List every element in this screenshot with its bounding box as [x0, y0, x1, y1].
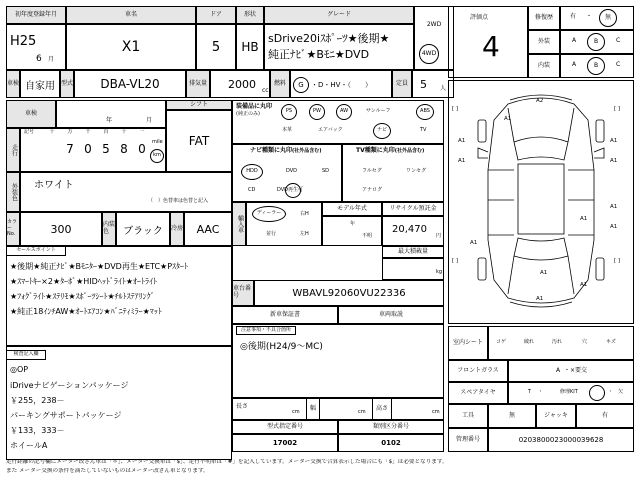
management-number: 0203800023000039628 [488, 428, 634, 452]
import-label: 輸入車 [232, 202, 246, 246]
damage-code: A1 [610, 204, 618, 210]
exterior-grade-a: A [572, 37, 577, 44]
equip-abs-circled: ABS [416, 104, 434, 120]
seat-item: キズ [606, 339, 616, 345]
fuel-gasoline-circled: G [293, 77, 309, 93]
exterior-grade-label: 外装 [528, 30, 560, 54]
sales-points-label: セールスポイント [6, 246, 66, 256]
odo-place: 十 [121, 129, 127, 135]
nav-dvd-playback-circle [285, 183, 301, 198]
odo-place: 万 [67, 129, 73, 135]
max-load-cell [382, 258, 444, 280]
sales-point: ★後期★純正ﾅﾋﾞ★Bﾓﾆﾀｰ★DVD再生★ETC★Pｽﾀｰﾄ [10, 262, 189, 271]
reg-label: 初年度登録年月 [6, 6, 66, 24]
odo-place: 一 [139, 129, 145, 135]
diagram-bracket: [ ] [452, 258, 459, 264]
score-value: 4 [482, 30, 500, 63]
equip-pw-circled: PW [309, 104, 325, 120]
odo-mile: mile [152, 139, 163, 145]
caution-note: ◎後期(H24/9～MC) [240, 342, 323, 352]
type-approval-label: 型式指定番号 [232, 420, 338, 434]
odo-digit: 0 [84, 142, 92, 156]
month-unit: 月 [48, 56, 55, 63]
seat-label: 室内シート [448, 326, 488, 360]
inspector-note: ◎OP [10, 365, 29, 374]
diagram-bracket: [ ] [614, 106, 621, 112]
equipment-title: 装備品に丸印 [236, 103, 273, 110]
recycle-yen: 円 [436, 233, 442, 239]
spare-circle [589, 385, 605, 401]
max-load-unit: kg [436, 269, 443, 275]
type-approval-number: 17002 [232, 434, 338, 452]
equip-tv: TV [420, 127, 427, 133]
equip-aw-circled: AW [336, 104, 352, 120]
recycle-label: リサイクル預託金 [382, 202, 444, 216]
damage-code: A1 [610, 138, 618, 144]
fuel-label: 燃料 [270, 70, 290, 98]
damage-code: A1 [580, 282, 588, 288]
tv-oneseg: ワンセグ [406, 168, 427, 174]
inspector-note: パーキングサポートパッケージ [10, 411, 122, 420]
jack-label: ジャッキ [536, 404, 576, 428]
import-dealer-circled: ディーラー [252, 206, 286, 222]
inspector-note: ￥255，238－ [10, 396, 65, 405]
exterior-color-label: 外装色 [6, 172, 20, 212]
drive-2wd: 2WD [426, 21, 442, 28]
management-label: 管理番号 [448, 428, 488, 452]
drive-4wd-circled: 4WD [419, 44, 439, 64]
equip-leather: 本革 [282, 127, 293, 133]
tv-fullseg: フルセグ [362, 168, 382, 174]
damage-code: A1 [458, 158, 466, 164]
width-unit: cm [358, 409, 366, 415]
model: DBA-VL20 [74, 70, 186, 98]
repair-sep: ・ [586, 13, 593, 20]
odo-place: 十 [49, 129, 55, 135]
tools-label: 工具 [448, 404, 488, 428]
odo-digit: 5 [102, 142, 110, 156]
model-year-label: モデル年式 [322, 202, 382, 216]
capacity-unit: 人 [440, 85, 447, 92]
travel-label: 走行 [6, 128, 20, 172]
diagram-bracket: [ ] [452, 106, 459, 112]
use-type: 自家用 [20, 70, 60, 98]
inspector-note: iDriveナビゲーションパッケージ [10, 381, 129, 390]
equip-sunroof: サンルーフ [366, 108, 391, 114]
sales-point: ★純正18ｲﾝﾁAW★ｵｰﾄｴｱｺﾝ★ﾊﾞﾆﾃｨﾐﾗｰ★ﾏｯﾄ [10, 307, 162, 316]
color-change-note: （ ）色替車は色替と記入 [148, 198, 209, 204]
car-damage-diagram [448, 80, 634, 324]
capacity: 5 [420, 78, 427, 91]
shape-label: 形状 [236, 6, 264, 24]
inspection-month-unit: 月 [146, 117, 153, 124]
fuel-options: ・D・HV・（ ） [311, 81, 372, 89]
length-unit: cm [292, 409, 300, 415]
car-name-label: 車名 [66, 6, 196, 24]
ac-label: 冷房 [170, 212, 184, 246]
tools-value: 無 [488, 404, 536, 428]
model-year-unit: 年 [350, 221, 356, 227]
shaken-type-label: 車検 [6, 70, 20, 98]
damage-code: A1 [610, 224, 618, 230]
model-label: 型式 [60, 70, 74, 98]
damage-code: A1 [536, 296, 544, 302]
era-year: H25 [10, 34, 37, 49]
inspector-notes-label: 検査記入欄 [6, 350, 46, 360]
damage-code: A2 [536, 98, 544, 104]
equipment-subtitle: (純正のみ) [236, 111, 260, 117]
length-label: 長さ [236, 403, 249, 410]
nav-hdd-circled: HDD [241, 164, 263, 180]
diagram-bracket: [ ] [614, 258, 621, 264]
interior-grade-b-circled: B [587, 57, 605, 75]
exterior-color: ホワイト [34, 180, 74, 191]
damage-code: A1 [610, 158, 618, 164]
interior-color: ブラック [116, 212, 170, 246]
inspector-note: ホイールA [10, 441, 48, 450]
nav-dvd: DVD [286, 168, 298, 174]
seat-item: 破れ [524, 339, 535, 345]
car-name: X1 [66, 24, 196, 70]
doors: 5 [196, 24, 236, 70]
model-year-unknown: 不明 [362, 233, 373, 239]
spare-sep: ・ [608, 389, 614, 395]
spare-tire-t: T [528, 389, 532, 395]
seat-item: 汚れ [552, 339, 563, 345]
shift-label: シフト [166, 100, 232, 110]
import-parallel: 並行 [266, 231, 277, 237]
inspection-year-unit: 年 [106, 117, 113, 124]
equip-ps-circled: PS [281, 104, 297, 120]
footer-note-2: また メーター交換の条件を満たしていないものはメーター改ざん車となります。 [6, 468, 209, 474]
interior-color-label: 内装色 [102, 212, 116, 246]
color-no-label: カラーNo. [6, 212, 20, 246]
repair-yes: 有 [570, 13, 577, 20]
shift: FAT [166, 110, 232, 172]
seat-item: コゲ [496, 339, 507, 345]
width-label: 幅 [306, 398, 320, 420]
inspection-label: 車検 [6, 100, 56, 128]
odo-digit: 7 [66, 142, 74, 156]
spare-repair-kit: 修理KIT [560, 389, 578, 395]
chassis-number: WBAVL92060VU22336 [254, 280, 444, 306]
damage-code: A1 [504, 116, 512, 122]
interior-grade-a: A [572, 61, 577, 68]
warranty-label: 新車保証書 [232, 306, 338, 324]
tv-type-title: TV種類に丸印(社外品含む) [356, 147, 425, 154]
jack-value: 有 [576, 404, 634, 428]
grade-line1: sDrive20iｽﾎﾟｰﾂ★後期★ [268, 32, 390, 45]
recycle-amount: 20,470 [392, 224, 427, 235]
odo-place: 千 [85, 129, 91, 135]
grade-line2: 純正ﾅﾋﾞ★Bﾓﾆ★DVD [268, 48, 370, 61]
manual-label: 車両取説 [338, 306, 444, 324]
grade-label: グレード [264, 6, 414, 24]
nav-cd: CD [248, 187, 256, 193]
cc-unit: cc [262, 87, 269, 94]
inspector-note: ￥133，333－ [10, 426, 65, 435]
import-left-hand: 左H [300, 231, 309, 237]
caution-label: 注意事項・不具合箇所 [236, 326, 296, 335]
displacement: 2000 [228, 78, 256, 91]
tv-analog: アナログ [362, 187, 383, 193]
equip-navi-circled: ナビ [373, 123, 391, 139]
odo-place: 百 [103, 129, 109, 135]
seat-item: 穴 [582, 339, 588, 345]
damage-code: A1 [470, 240, 478, 246]
odo-digit: 8 [120, 142, 128, 156]
height-unit: cm [432, 409, 440, 415]
color-no: 300 [20, 212, 102, 246]
sales-point: ★ﾌｫｸﾞﾗｲﾄ★ｽﾃﾘﾓ★ｽﾎﾟｰﾂｼｰﾄ★ﾁﾙﾄｽﾃｱﾘﾝｸﾞ [10, 292, 155, 301]
max-load-label: 最大積載量 [382, 246, 444, 258]
damage-code: A1 [580, 216, 588, 222]
reg-month: 6 [36, 54, 42, 64]
spare-tire-label: スペアタイヤ [448, 382, 508, 404]
windshield-options: ・×要交 [564, 367, 588, 374]
chassis-label: 車台番号 [232, 280, 254, 306]
ac-type: AAC [184, 212, 232, 246]
spare-sep: ・ [538, 389, 544, 395]
equip-airbag: エアバック [318, 127, 343, 133]
nav-dvd-playback: DVD再生可 [277, 187, 304, 193]
odo-digit: 0 [138, 142, 146, 156]
displacement-label: 排気量 [186, 70, 210, 98]
class-number-label: 類別区分番号 [338, 420, 444, 434]
nav-type-title: ナビ種類に丸印(社外品含む) [250, 147, 322, 154]
repair-none-circled: 無 [599, 9, 617, 27]
sales-point: ★ｽﾏｰﾄｷｰ×2★ﾀｰﾎﾞ★HIDﾍｯﾄﾞﾗｲﾄ★ｵｰﾄﾗｲﾄ [10, 277, 158, 286]
odo-km-circled: km [150, 149, 164, 163]
shape: HB [236, 24, 264, 70]
damage-code: A1 [540, 270, 548, 276]
caution-cell [232, 324, 444, 398]
footer-note-1: 走行距離の記号欄にメーター改ざん車は「＊」、メーター交換車は「$」、走行不明車は「#」を記入しています。メーター交換で合算表示した場合にも「$」は必要となります。 [6, 459, 448, 465]
nav-sd: SD [322, 168, 330, 174]
exterior-grade-b-circled: B [587, 33, 605, 51]
windshield-label: フロントガラス [448, 360, 508, 382]
spare-missing: 欠 [618, 389, 624, 395]
exterior-grade-c: C [616, 37, 621, 44]
odo-key-label: 記号 [24, 129, 35, 135]
door-label: ドア [196, 6, 236, 24]
import-right-hand: 右H [300, 211, 309, 217]
capacity-label: 定員 [392, 70, 412, 98]
damage-code: A1 [458, 138, 466, 144]
dimensions-cell [232, 398, 444, 420]
class-number: 0102 [338, 434, 444, 452]
score-label: 評価点 [470, 14, 489, 21]
height-label: 高さ [372, 398, 392, 420]
windshield-a: A [556, 367, 561, 374]
interior-grade-label: 内装 [528, 54, 560, 78]
repair-history-label: 修復歴 [528, 6, 560, 30]
interior-grade-c: C [616, 61, 621, 68]
